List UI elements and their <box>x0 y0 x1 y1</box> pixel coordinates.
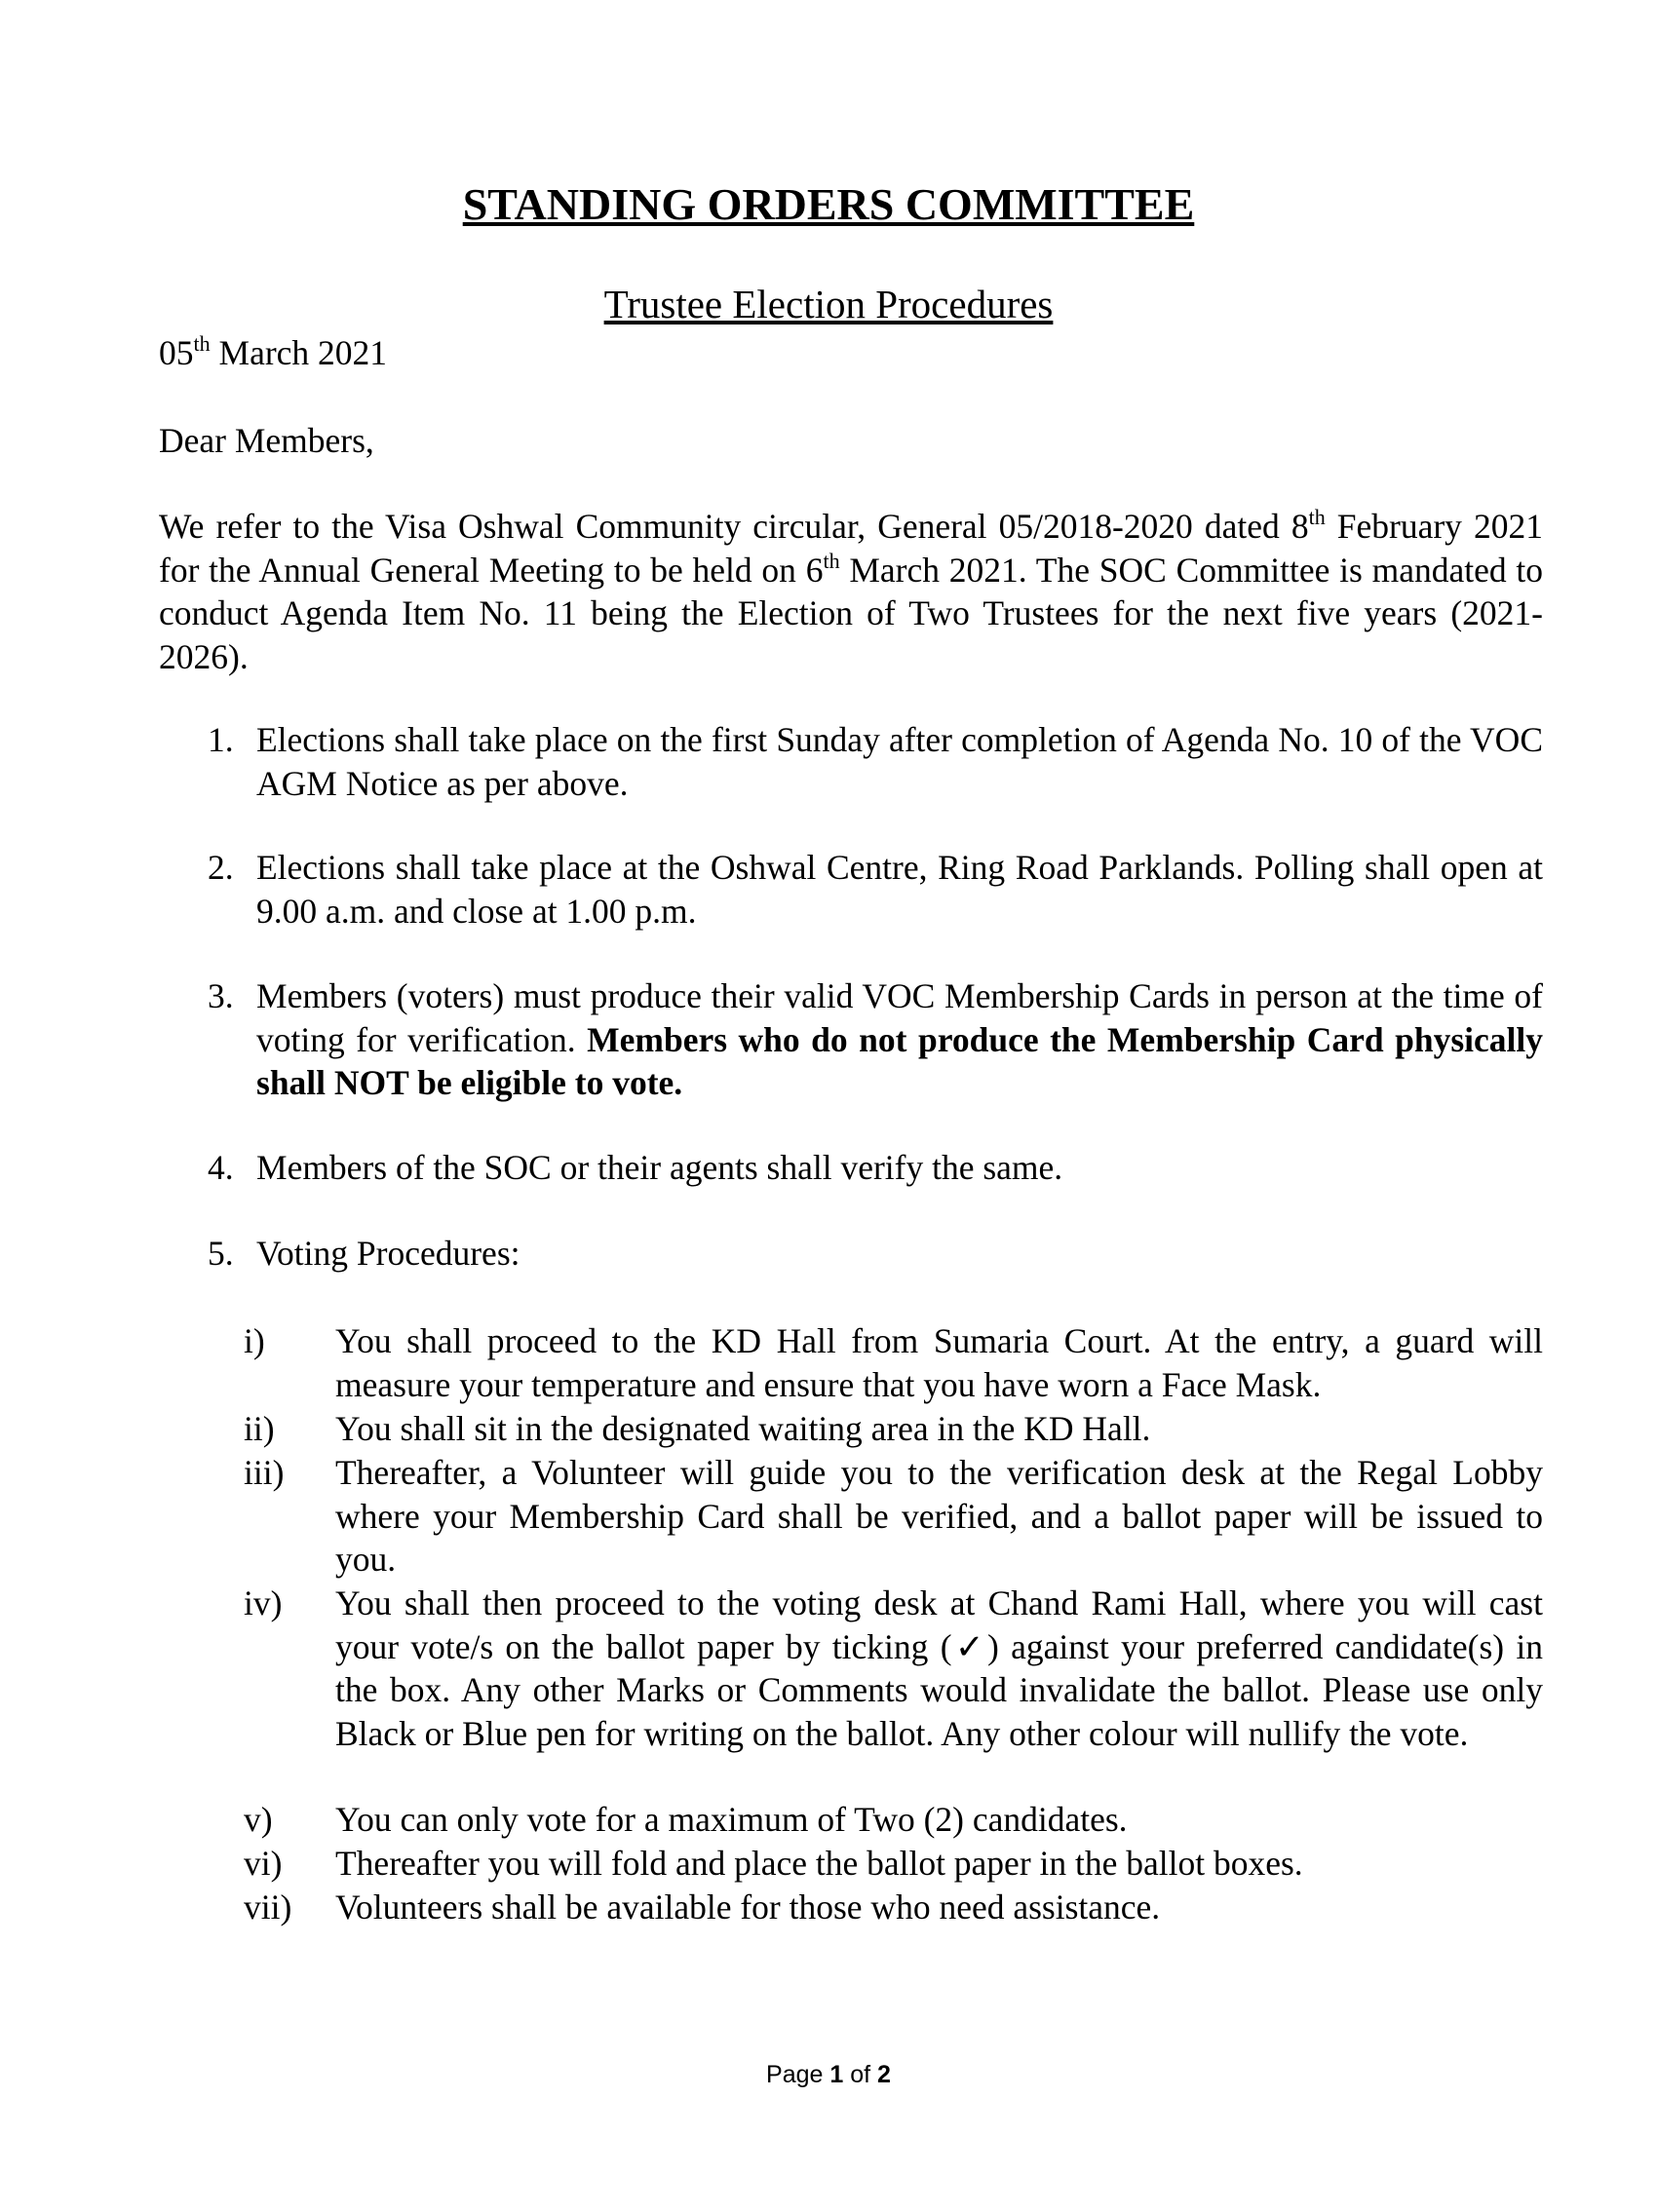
date-day: 05 <box>159 333 194 372</box>
page-footer <box>0 2060 1657 2089</box>
footer-of-word: of <box>843 2061 878 2088</box>
intro-part-2: February 2021 for the Annual General Meeting to be held on 6 <box>159 507 1544 590</box>
sub-list-item-iii <box>244 1451 1543 1582</box>
document-title: STANDING ORDERS COMMITTEE <box>462 179 1195 229</box>
list-text-normal: Members (voters) must produce their valid VOC Membership Cards in person at the time of voting for verification. <box>256 976 1543 1059</box>
date-month-year: March 2021 <box>210 333 388 372</box>
list-text-bold: Members who do not produce the Membership Card physically shall NOT be eligible to vote. <box>256 1019 1543 1102</box>
sub-list-number: ii) <box>244 1409 275 1448</box>
sub-list-item-vii <box>244 1886 1543 1929</box>
sub-list-number: iii) <box>244 1453 285 1492</box>
sub-list-text: You shall proceed to the KD Hall from Sumaria Court. At the entry, a guard will measure your temperature and ensure that you have worn a Face Mask. <box>335 1321 1543 1404</box>
list-item-4 <box>208 1146 1543 1190</box>
list-number: 3. <box>208 976 234 1015</box>
list-item-1 <box>208 718 1543 805</box>
footer-page-total: 2 <box>877 2061 891 2088</box>
list-number: 4. <box>208 1148 234 1187</box>
sub-list-number: vii) <box>244 1888 292 1926</box>
list-text: Voting Procedures: <box>256 1234 520 1273</box>
sub-list-number: v) <box>244 1800 273 1839</box>
sub-list-text: You shall sit in the designated waiting area in the KD Hall. <box>335 1409 1151 1448</box>
sub-list-text: Thereafter you will fold and place the ballot paper in the ballot boxes. <box>335 1844 1303 1883</box>
list-text: Elections shall take place at the Oshwal Centre, Ring Road Parklands. Polling shall open at 9.00 a.m. and close at 1.00 p.m. <box>256 848 1543 931</box>
sub-list-text: Thereafter, a Volunteer will guide you to the verification desk at the Regal Lobby where your Membership Card shall be verified, and a ballot paper will be issued to you. <box>335 1453 1543 1579</box>
document-subtitle: Trustee Election Procedures <box>603 282 1054 326</box>
intro-paragraph <box>159 505 1543 678</box>
footer-page-word: Page <box>766 2061 830 2088</box>
sub-list-text: Volunteers shall be available for those who need assistance. <box>335 1888 1161 1926</box>
list-item-2 <box>208 846 1543 933</box>
footer-page-number: 1 <box>829 2061 844 2088</box>
sub-list-text: You shall then proceed to the voting desk at Chand Rami Hall, where you will cast your vote/s on the ballot paper by ticking (✓) against your preferred candidate(s) in the box. Any other Marks or Comments would invalidate the ballot. Please use only Black or Blue pen for writing on the ballot. Any other colour will nullify the vote. <box>335 1583 1543 1753</box>
sub-list-number: vi) <box>244 1844 283 1883</box>
sub-list-item-vi <box>244 1842 1543 1886</box>
list-number: 1. <box>208 720 234 759</box>
salutation: Dear Members, <box>159 421 374 460</box>
letter-date <box>159 331 387 374</box>
sub-list-item-iv <box>244 1582 1543 1755</box>
sub-list-number: i) <box>244 1321 265 1360</box>
list-text: Members of the SOC or their agents shall verify the same. <box>256 1148 1063 1187</box>
sub-list-item-v <box>244 1798 1543 1842</box>
intro-part-3: March 2021. The SOC Committee is mandated to conduct Agenda Item No. 11 being the Election of Two Trustees for the next five years (2021-2026). <box>159 550 1543 676</box>
intro-sup-2: th <box>823 548 840 573</box>
list-number: 2. <box>208 848 234 887</box>
date-suffix: th <box>193 331 211 357</box>
intro-part-1: We refer to the Visa Oshwal Community circular, General 05/2018-2020 dated 8 <box>159 507 1309 546</box>
sub-list-text: You can only vote for a maximum of Two (2) candidates. <box>335 1800 1128 1839</box>
sub-list-item-i <box>244 1319 1543 1406</box>
list-text <box>256 974 1543 1105</box>
list-item-5 <box>208 1232 1543 1276</box>
list-item-3 <box>208 974 1543 1105</box>
list-text: Elections shall take place on the first Sunday after completion of Agenda No. 10 of the VOC AGM Notice as per above. <box>256 720 1543 803</box>
sub-list-number: iv) <box>244 1583 283 1622</box>
intro-sup-1: th <box>1308 505 1326 530</box>
list-number: 5. <box>208 1234 234 1273</box>
sub-list-item-ii <box>244 1407 1543 1451</box>
